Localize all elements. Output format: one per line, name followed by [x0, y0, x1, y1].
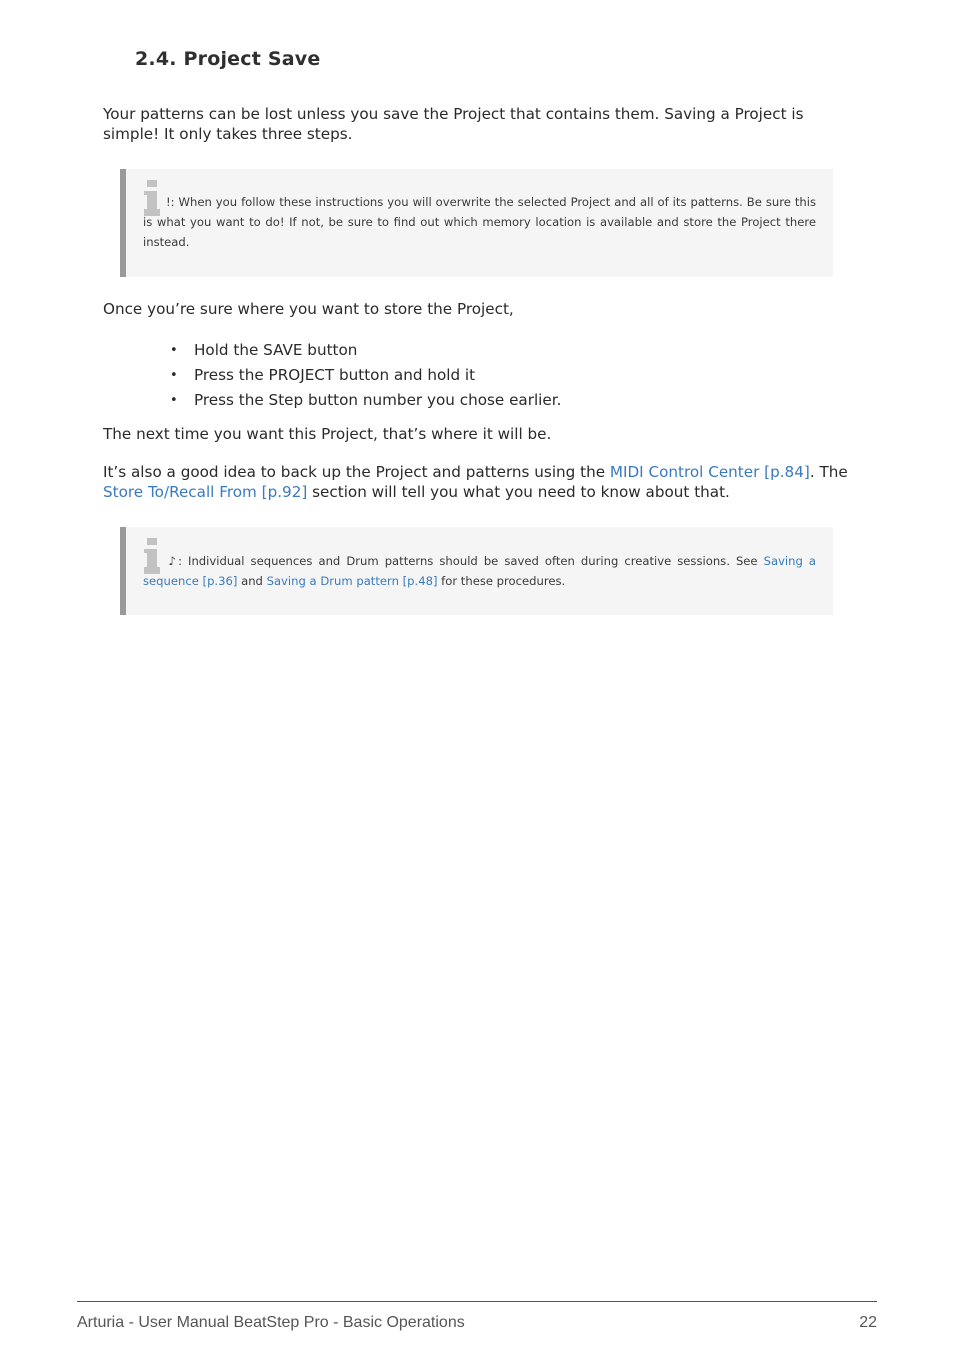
section-heading	[135, 48, 320, 70]
saving-drum-pattern-link[interactable]: Saving a Drum pattern [p.48]	[266, 574, 438, 588]
lead-in-paragraph: Once you’re sure where you want to store the Project,	[103, 300, 514, 318]
warning-note	[120, 169, 833, 277]
store-recall-link[interactable]: Store To/Recall From [p.92]	[103, 483, 308, 501]
list-item: • Press the PROJECT button and hold it	[170, 363, 561, 388]
warning-note-text: !: When you follow these instructions you will overwrite the selected Project and all of its patterns. Be sure this is what you want to do! If not, be sure to find out which memory location is available and store the Project there instead.	[143, 195, 816, 249]
footer-divider	[77, 1301, 877, 1302]
intro-paragraph: Your patterns can be lost unless you save the Project that contains them. Saving a Project is simple! It only takes three steps.	[103, 105, 804, 143]
page-number: 22	[859, 1314, 877, 1331]
after-steps-paragraph: The next time you want this Project, that’s where it will be.	[103, 425, 552, 443]
saving-sequence-link[interactable]: Saving a sequence [p.36]	[143, 554, 817, 588]
section-title: Project Save	[183, 48, 321, 70]
footer-title: Arturia - User Manual BeatStep Pro - Basic Operations	[77, 1314, 465, 1331]
section-number: 2.4.	[135, 48, 177, 70]
list-item: • Hold the SAVE button	[170, 338, 561, 363]
steps-list	[170, 338, 561, 413]
backup-paragraph: It’s also a good idea to back up the Project and patterns using the MIDI Control Center [p.84]. The Store To/Recall From [p.92] section will tell you what you need to know about that.	[103, 463, 848, 501]
midi-control-center-link[interactable]: MIDI Control Center [p.84]	[609, 463, 810, 481]
list-item: • Press the Step button number you chose earlier.	[170, 388, 561, 413]
tip-note: ♪: Individual sequences and Drum patterns should be saved often during creative sessions. See Saving a sequence [p.36] and Saving a Drum pattern [p.48] for these procedures.	[120, 527, 833, 615]
